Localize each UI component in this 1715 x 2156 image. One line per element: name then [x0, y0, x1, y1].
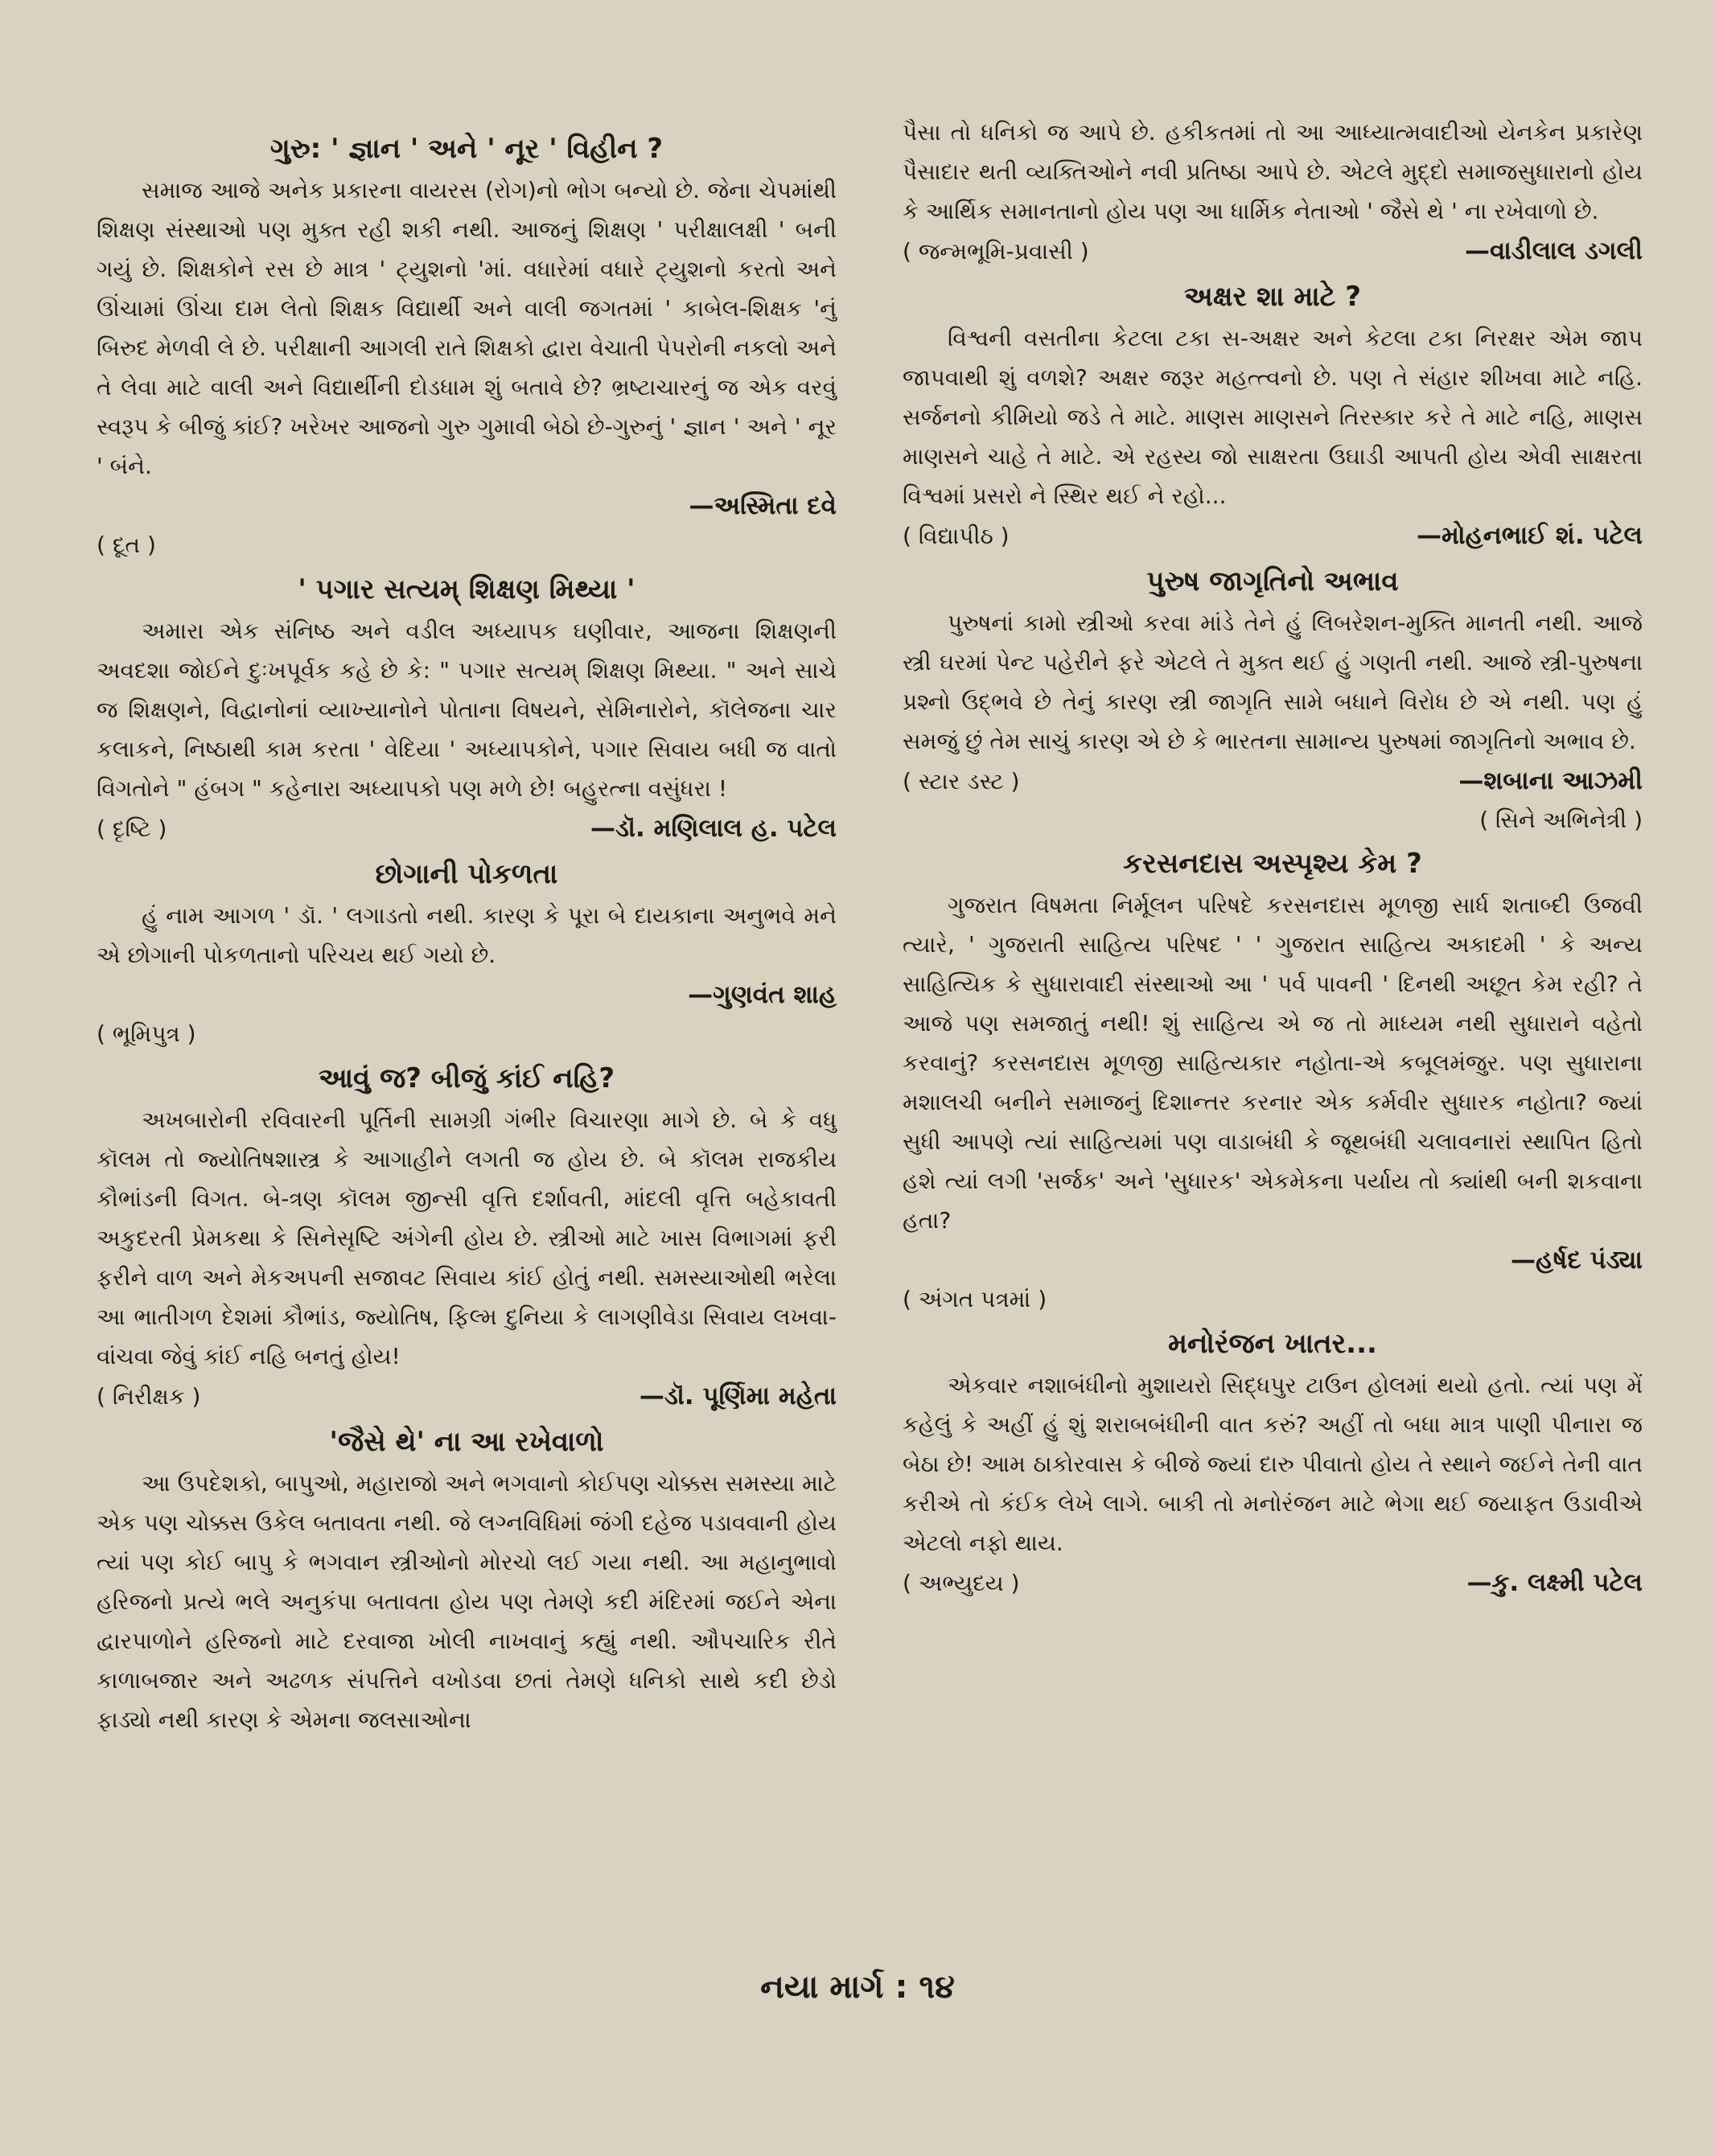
article-author: —હર્ષદ પંડ્યા	[1511, 1246, 1643, 1275]
article-body: અખબારોની રવિવારની પૂર્તિની સામગ્રી ગંભીર વિચારણા માગે છે. બે કે વધુ કૉલમ તો જ્યોતિષશાસ્ત્ર કે આગાહીને લગતી જ હોય છે. બે કૉલમ રાજકીય કૌભાંડની વિગત. બે-ત્રણ કૉલમ જીન્સી વૃત્તિ દર્શાવતી, માંદલી વૃત્તિ બહેકાવતી અકુદરતી પ્રેમકથા કે સિનેસૃષ્ટિ અંગેની હોય છે. સ્ત્રીઓ માટે ખાસ વિભાગમાં ફરી ફરીને વાળ અને મેકઅપની સજાવટ સિવાય કાંઈ હોતું નથી. સમસ્યાઓથી ભરેલા આ ભાતીગળ દેશમાં કૌભાંડ, જ્યોતિષ, ફિલ્મ દુનિયા કે લાગણીવેડા સિવાય લખવા-વાંચવા જેવું કાંઈ નહિ બનતું હોય!	[97, 1107, 837, 1370]
article-footer	[903, 231, 1643, 272]
columns	[97, 121, 1643, 1744]
article-manoranjan	[903, 1324, 1643, 1604]
article-source: ( ભૂમિપુત્ર )	[97, 1021, 196, 1047]
article-heading: અક્ષર શા માટે ?	[1183, 281, 1362, 313]
article-chhoga	[97, 854, 837, 1053]
article-footer	[97, 808, 837, 849]
article-source: ( જન્મભૂમિ-પ્રવાસી )	[903, 238, 1089, 265]
page-footer: નયા માર્ગ : ૧૪	[760, 1969, 955, 2006]
article-source: ( અંગત પત્રમાં )	[903, 1286, 1047, 1312]
article-heading: છોગાની પોકળતા	[375, 858, 558, 890]
article-author: —કુ. લક્ષ્મી પટેલ	[1466, 1568, 1643, 1597]
article-heading: ગુરુ: ' જ્ઞાન ' અને ' નૂર ' વિહીન ?	[269, 133, 664, 165]
article-footer	[903, 761, 1643, 802]
article-author: —ગુણવંત શાહ	[688, 980, 837, 1009]
article-body: સમાજ આજે અનેક પ્રકારના વાયરસ (રોગ)નો ભોગ બન્યો છે. જેના ચેપમાંથી શિક્ષણ સંસ્થાઓ પણ મુક્ત રહી શકી નથી. આજનું શિક્ષણ ' પરીક્ષાલક્ષી ' બની ગયું છે. શિક્ષકોને રસ છે માત્ર ' ટ્યુશનો 'માં. વધારેમાં વધારે ટ્યુશનો કરતો અને ઊંચામાં ઊંચા દામ લેતો શિક્ષક વિદ્યાર્થી અને વાલી જગતમાં ' કાબેલ-શિક્ષક 'નું બિરુદ મેળવી લે છે. પરીક્ષાની આગલી રાતે શિક્ષકો દ્વારા વેચાતી પેપરોની નકલો અને તે લેવા માટે વાલી અને વિદ્યાર્થીની દોડધામ શું બતાવે છે? ભ્રષ્ટાચારનું જ એક વરવું સ્વરૂપ કે બીજું કાંઈ? ખરેખર આજનો ગુરુ ગુમાવી બેઠો છે-ગુરુનું ' જ્ઞાન ' અને ' નૂર ' બંને.	[97, 177, 837, 479]
article-karsandas	[903, 844, 1643, 1319]
article-aavu-j	[97, 1058, 837, 1417]
article-jaise-the	[97, 1422, 837, 1739]
author-note: ( સિને અભિનેત્રી )	[1479, 807, 1643, 833]
left-column	[97, 129, 837, 1744]
article-heading: પુરુષ જાગૃતિનો અભાવ	[1146, 565, 1399, 598]
article-heading: કરસનદાસ અસ્પૃશ્ય કેમ ?	[1123, 848, 1422, 880]
article-body: ગુજરાત વિષમતા નિર્મૂલન પરિષદે કરસનદાસ મૂળજી સાર્ધ શતાબ્દી ઉજવી ત્યારે, ' ગુજરાતી સાહિત્ય પરિષદ ' ' ગુજરાત સાહિત્ય અકાદમી ' કે અન્ય સાહિત્યિક કે સુધારાવાદી સંસ્થાઓ આ ' પર્વ પાવની ' દિનથી અછૂત કેમ રહી? તે આજે પણ સમજાતું નથી! શું સાહિત્ય એ જ તો માધ્યમ નથી સુધારાને વહેતો કરવાનું? કરસનદાસ મૂળજી સાહિત્યકાર નહોતા-એ કબૂલમંજુર. પણ સુધારાના મશાલચી બનીને સમાજનું દિશાન્તર કરનાર એક કર્મવીર સુધારક નહોતા? જ્યાં સુધી આપણે ત્યાં સાહિત્યમાં પણ વાડાબંધી કે જૂથબંધી ચલાવનારાં સ્થાપિત હિતો હશે ત્યાં લગી 'સર્જક' અને 'સુધારક' એકમેકના પર્યાય તો ક્યાંથી બની શકવાના હતા?	[903, 892, 1643, 1234]
article-author: —શબાના આઝમી	[1458, 766, 1643, 795]
article-purush-jagruti	[903, 561, 1643, 839]
article-akshar	[903, 277, 1643, 556]
article-source: ( અભ્યુદય )	[903, 1570, 1020, 1596]
article-author: —ડૉ. પૂર્ણિમા મહેતા	[639, 1382, 837, 1411]
article-author: —ડૉ. મણિલાલ હ. પટેલ	[590, 814, 837, 843]
article-footer	[903, 1563, 1643, 1604]
article-body: પુરુષનાં કામો સ્ત્રીઓ કરવા માંડે તેને હું લિબરેશન-મુક્તિ માનતી નથી. આજે સ્ત્રી ઘરમાં પેન્ટ પહેરીને ફરે એટલે તે મુક્ત થઈ હું ગણતી નથી. આજે સ્ત્રી-પુરુષના પ્રશ્નો ઉદ્ભવે છે તેનું કારણ સ્ત્રી જાગૃતિ સામે બધાને વિરોધ છે એ નથી. પણ હું સમજું છું તેમ સાચું કારણ એ છે કે ભારતના સામાન્ય પુરુષમાં જાગૃતિનો અભાવ છે.	[903, 610, 1643, 754]
article-author: —અસ્મિતા દવે	[689, 491, 837, 520]
article-guru	[97, 129, 837, 565]
article-footer	[97, 1376, 837, 1417]
article-body: વિશ્વની વસતીના કેટલા ટકા સ-અક્ષર અને કેટલા ટકા નિરક્ષર એમ જાપ જાપવાથી શું વળશે? અક્ષર જરૂર મહત્ત્વનો છે. પણ તે સંહાર શીખવા માટે નહિ. સર્જનનો કીમિયો જડે તે માટે. માણસ માણસને તિરસ્કાર કરે તે માટે નહિ, માણસ માણસને ચાહે તે માટે. એ રહસ્ય જો સાક્ષરતા ઉઘાડી આપતી હોય એવી સાક્ષરતા વિશ્વમાં પ્રસરો ને સ્થિર થઈ ને રહો...	[903, 325, 1643, 509]
article-source: ( નિરીક્ષક )	[97, 1383, 201, 1410]
right-column	[903, 113, 1643, 1744]
article-heading: 'જૈસે થે' ના આ રખેવાળો	[329, 1426, 604, 1458]
article-heading: ' પગાર સત્યમ્ શિક્ષણ મિથ્યા '	[298, 573, 635, 606]
article-heading: મનોરંજન ખાતર...	[1168, 1328, 1377, 1360]
article-body: આ ઉપદેશકો, બાપુઓ, મહારાજો અને ભગવાનો કોઈપણ ચોક્કસ સમસ્યા માટે એક પણ ચોક્કસ ઉકેલ બતાવતા નથી. જે લગ્નવિધિમાં જંગી દહેજ પડાવવાની હોય ત્યાં પણ કોઈ બાપુ કે ભગવાન સ્ત્રીઓનો મોરચો લઈ ગયા નથી. આ મહાનુભાવો હરિજનો પ્રત્યે ભલે અનુકંપા બતાવતા હોય પણ તેમણે કદી મંદિરમાં જઈને એના દ્વારપાળોને હરિજનો માટે દરવાજા ખોલી નાખવાનું કહ્યું નથી. ઔપચારિક રીતે કાળાબજાર અને અઢળક સંપત્તિને વખોડવા છતાં તેમણે ધનિકો સાથે કદી છેડો ફાડ્યો નથી કારણ કે એમના જલસાઓના	[97, 1470, 837, 1733]
article-pagar	[97, 569, 837, 849]
article-jaise-the-continued	[903, 113, 1643, 272]
article-footer	[903, 515, 1643, 556]
article-body: એકવાર નશાબંધીનો મુશાયરો સિદ્ધપુર ટાઉન હોલમાં થયો હતો. ત્યાં પણ મેં કહેલું કે અહીં હું શું શરાબબંધીની વાત કરું? અહીં તો બધા માત્ર પાણી પીનારા જ બેઠા છે! આમ ઠાકોરવાસ કે બીજે જ્યાં દારુ પીવાતો હોય તે સ્થાને જઈને તેની વાત કરીએ તો કંઈક લેખે લાગે. બાકી તો મનોરંજન માટે ભેગા થઈ જયાફત ઉડાવીએ એટલો નફો થાય.	[903, 1372, 1643, 1556]
article-source: ( દૂત )	[97, 532, 156, 558]
article-body: હું નામ આગળ ' ડૉ. ' લગાડતો નથી. કારણ કે પૂરા બે દાયકાના અનુભવે મને એ છોગાની પોકળતાનો પરિચય થઈ ગયો છે.	[97, 902, 837, 968]
article-author: —વાડીલાલ ડગલી	[1464, 236, 1643, 265]
article-heading: આવું જ? બીજું કાંઈ નહિ?	[318, 1062, 615, 1094]
article-source: ( વિદ્યાપીઠ )	[903, 523, 1010, 549]
article-author: —મોહનભાઈ શં. પટેલ	[1417, 521, 1643, 550]
article-body: પૈસા તો ધનિકો જ આપે છે. હકીકતમાં તો આ આધ્યાત્મવાદીઓ યેનકેન પ્રકારેણ પૈસાદાર થતી વ્યક્તિઓને નવી પ્રતિષ્ઠા આપે છે. એટલે મુદ્દો સમાજસુધારાનો હોય કે આર્થિક સમાનતાનો હોય પણ આ ધાર્મિક નેતાઓ ' જૈસે થે ' ના રખેવાળો છે.	[903, 119, 1643, 224]
article-source: ( દૃષ્ટિ )	[97, 815, 167, 842]
article-body: અમારા એક સંનિષ્ઠ અને વડીલ અધ્યાપક ઘણીવાર, આજના શિક્ષણની અવદશા જોઈને દુઃખપૂર્વક કહે છે કે: " પગાર સત્યમ્ શિક્ષણ મિથ્યા. " અને સાચે જ શિક્ષણને, વિદ્વાનોનાં વ્યાખ્યાનોને પોતાના વિષયને, સેમિનારોને, કૉલેજના ચાર કલાકને, નિષ્ઠાથી કામ કરતા ' વેદિયા ' અધ્યાપકોને, પગાર સિવાય બધી જ વાતો વિગતોને " હંબગ " કહેનારા અધ્યાપકો પણ મળે છે! બહુરત્ના વસુંધરા !	[97, 618, 837, 802]
article-source: ( સ્ટાર ડસ્ટ )	[903, 768, 1020, 795]
